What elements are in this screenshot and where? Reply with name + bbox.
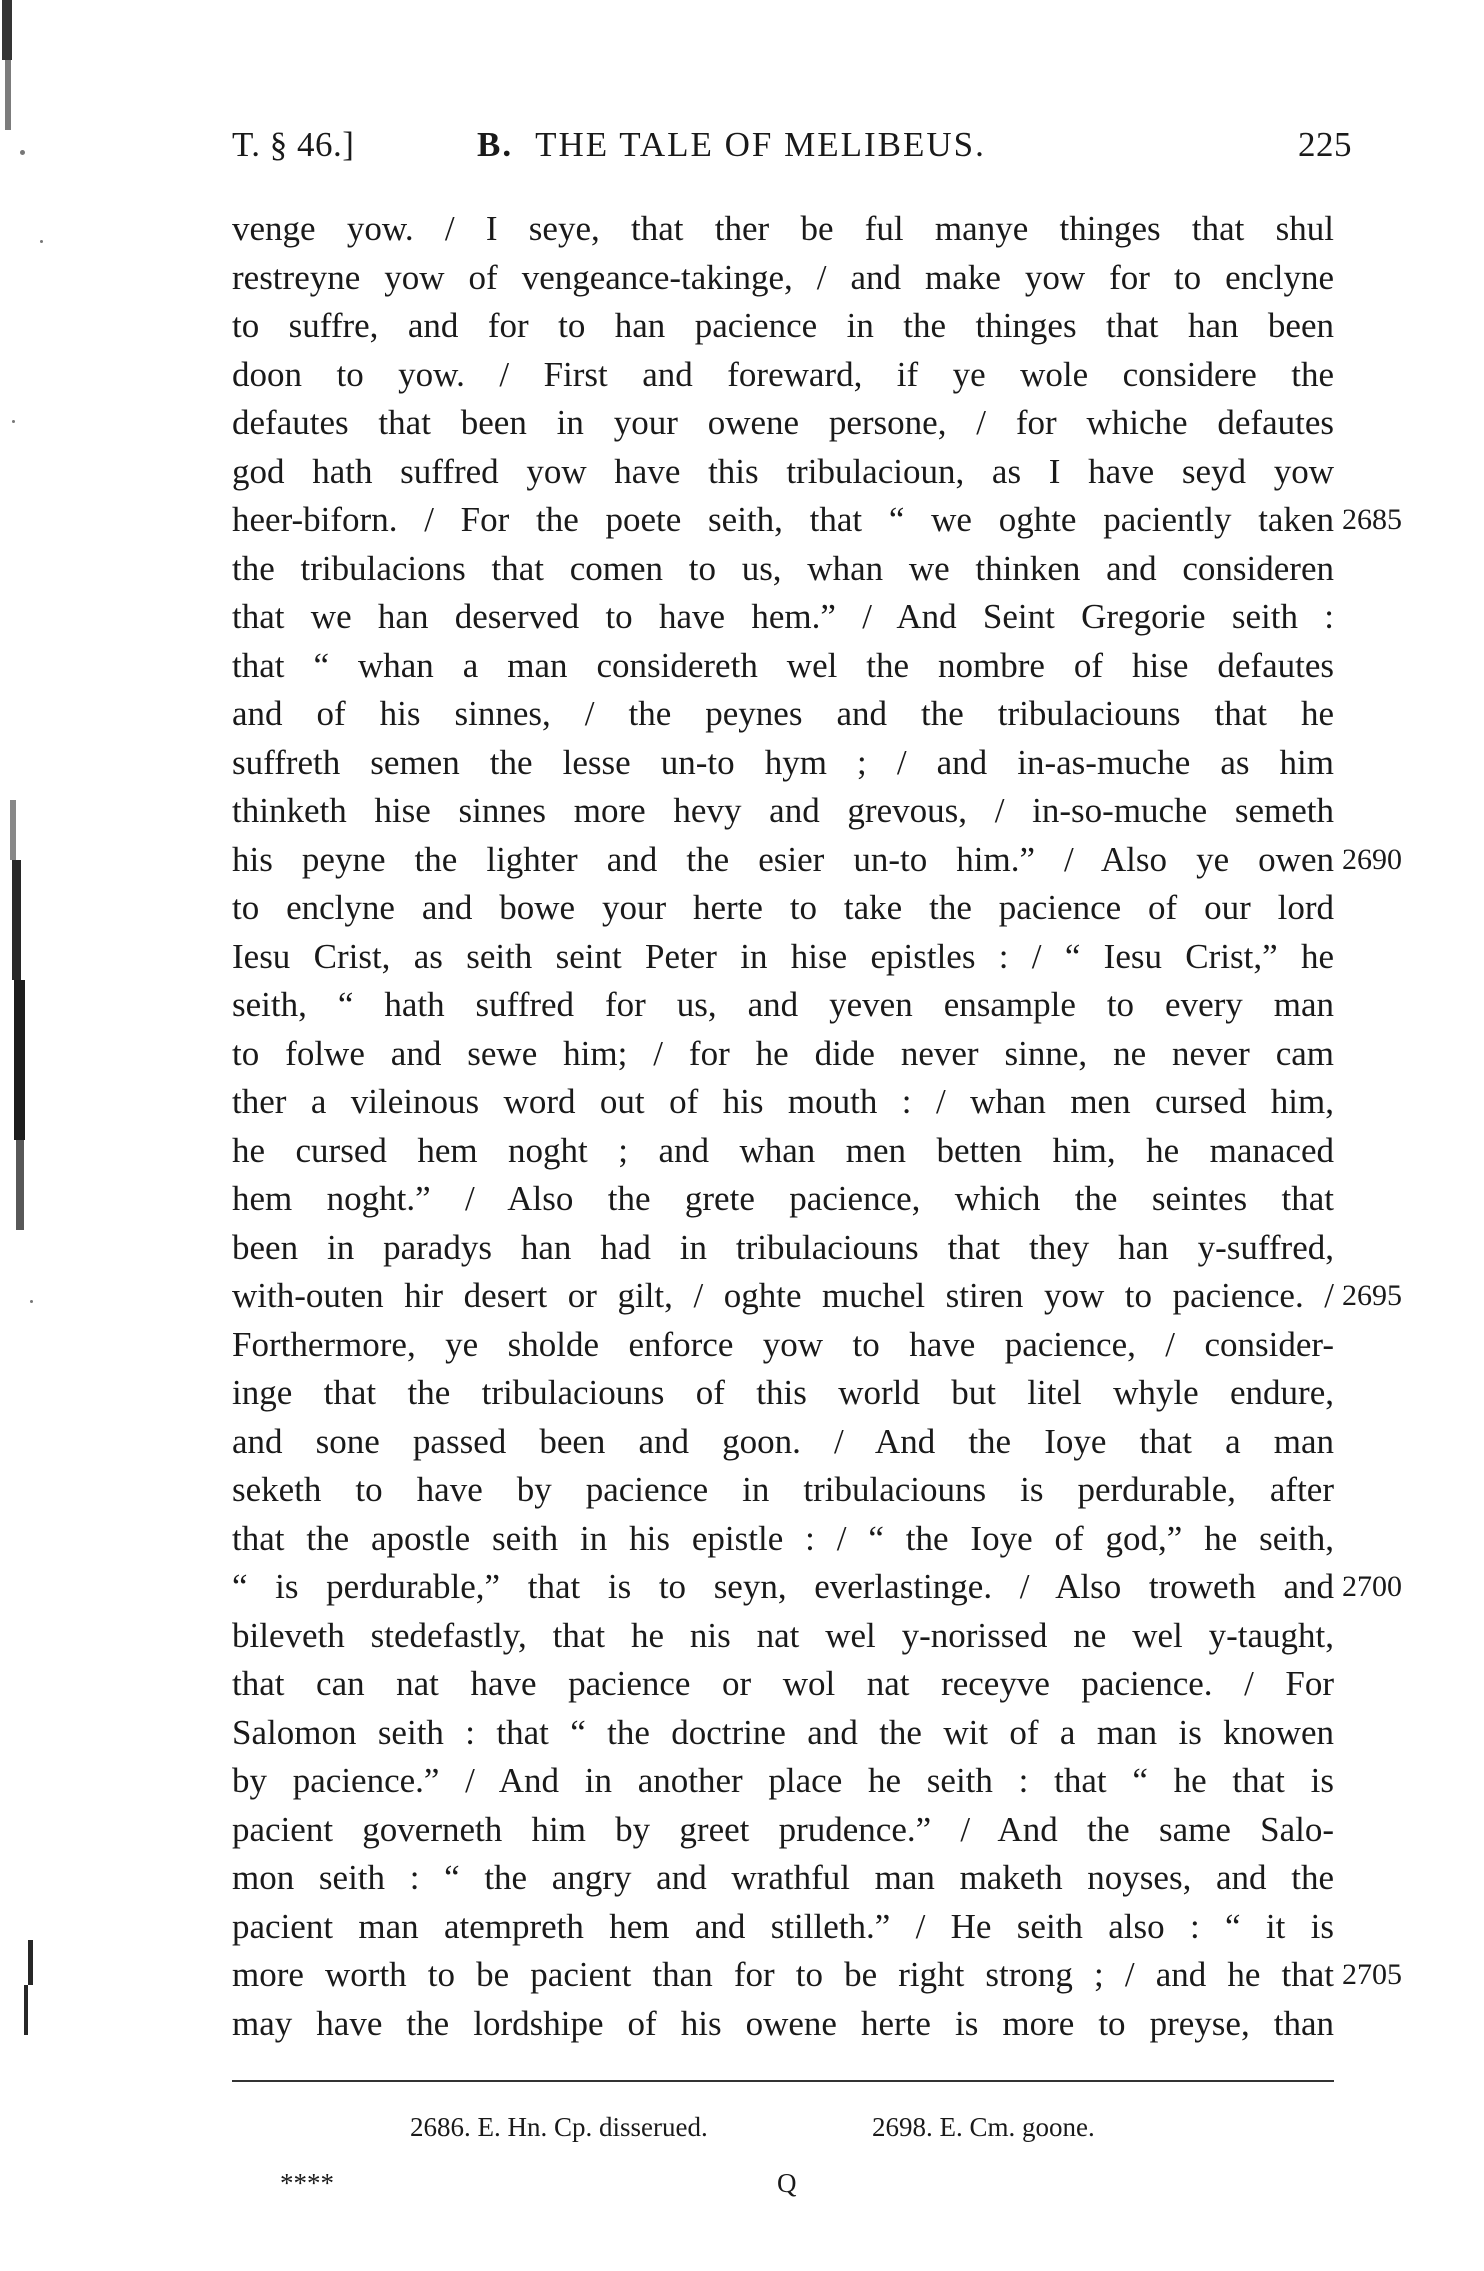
text-line: doon to yow. / First and foreward, if ye wole considere the: [232, 354, 1334, 394]
text-line: he cursed hem noght ; and whan men betten him, he manaced: [232, 1130, 1334, 1170]
text-line: restreyne yow of vengeance-takinge, / and make yow for to enclyne: [232, 257, 1334, 297]
footnotes: [232, 2112, 1334, 2152]
text-line: Forthermore, ye sholde enforce yow to have pacience, / consider-: [232, 1324, 1334, 1364]
footnote: 2686. E. Hn. Cp. disserued.: [410, 2112, 708, 2142]
text-line: by pacience.” / And in another place he seith : that “ he that is: [232, 1761, 1334, 1800]
section-reference: T. § 46.]: [232, 125, 355, 164]
text-line: the tribulacions that comen to us, whan we thinken and consideren: [232, 548, 1334, 588]
text-line: suffreth semen the lesse un-to hym ; / and in-as-muche as him: [232, 742, 1334, 782]
text-line: thinketh hise sinnes more hevy and grevous, / in-so-muche semeth: [232, 791, 1334, 830]
printer-mark: ****: [280, 2168, 334, 2198]
text-line: may have the lordshipe of his owene herte is more to preyse, than: [232, 2003, 1334, 2043]
text-line: pacient man atempreth hem and stilleth.” / He seith also : “ it is: [232, 1906, 1334, 1946]
text-line: god hath suffred yow have this tribulacioun, as I have seyd yow: [232, 451, 1334, 491]
text-line: Iesu Crist, as seith seint Peter in hise epistles : / “ Iesu Crist,” he: [232, 936, 1334, 976]
text-line: ther a vileinous word out of his mouth : / whan men cursed him,: [232, 1082, 1334, 1121]
text-line: that can nat have pacience or wol nat receyve pacience. / For: [232, 1664, 1334, 1703]
text-line: to enclyne and bowe your herte to take the pacience of our lord: [232, 888, 1334, 927]
text-line: venge yow. / I seye, that ther be ful manye thinges that shul: [232, 209, 1334, 248]
text-line: defautes that been in your owene persone, / for whiche defautes: [232, 403, 1334, 442]
text-line: and of his sinnes, / the peynes and the tribulaciouns that he: [232, 694, 1334, 733]
text-line: mon seith : “ the angry and wrathful man maketh noyses, and the: [232, 1858, 1334, 1897]
text-line: his peyne the lighter and the esier un-to him.” / Also ye owen 2690: [232, 836, 1334, 885]
line-number: 2705: [1342, 1958, 1402, 1991]
text-line: that “ whan a man considereth wel the nombre of hise defautes: [232, 645, 1334, 685]
group-letter: B.: [477, 125, 514, 164]
text-line: hem noght.” / Also the grete pacience, which the seintes that: [232, 1179, 1334, 1218]
text-line: bileveth stedefastly, that he nis nat wel y-norissed ne wel y-taught,: [232, 1615, 1334, 1655]
text-line: more worth to be pacient than for to be right strong ; / and he that 2705: [232, 1951, 1334, 2000]
text-line: heer-biforn. / For the poete seith, that “ we oghte paciently taken 2685: [232, 496, 1334, 545]
text-line: to suffre, and for to han pacience in the thinges that han been: [232, 306, 1334, 345]
text-line: and sone passed been and goon. / And the Ioye that a man: [232, 1421, 1334, 1461]
text-line: inge that the tribulaciouns of this world but litel whyle endure,: [232, 1373, 1334, 1412]
line-number: 2700: [1342, 1570, 1402, 1603]
text-line: pacient governeth him by greet prudence.” / And the same Salo-: [232, 1809, 1334, 1849]
line-number: 2695: [1342, 1279, 1402, 1312]
text-line: been in paradys han had in tribulaciouns that they han y-suffred,: [232, 1227, 1334, 1267]
text-line: that we han deserved to have hem.” / And Seint Gregorie seith :: [232, 597, 1334, 636]
page-number: 225: [1298, 125, 1352, 164]
tale-title: THE TALE OF MELIBEUS.: [535, 125, 986, 164]
text-line: to folwe and sewe him; / for he dide never sinne, ne never cam: [232, 1033, 1334, 1073]
running-header: [232, 125, 1352, 175]
scanned-binding-edge: [0, 0, 80, 2271]
signature-mark: Q: [777, 2168, 797, 2198]
text-line: “ is perdurable,” that is to seyn, everlastinge. / Also troweth and 2700: [232, 1563, 1334, 1612]
line-number: 2690: [1342, 842, 1402, 876]
text-line: Salomon seith : that “ the doctrine and the wit of a man is knowen: [232, 1712, 1334, 1752]
footnote-rule: [232, 2080, 1334, 2082]
line-number: 2685: [1342, 503, 1402, 536]
body-text: [232, 205, 1402, 2048]
text-line: with-outen hir desert or gilt, / oghte muchel stiren yow to pacience. / 2695: [232, 1272, 1334, 1321]
text-line: seketh to have by pacience in tribulaciouns is perdurable, after: [232, 1470, 1334, 1509]
page-footer: [232, 2168, 1334, 2208]
text-line: that the apostle seith in his epistle : / “ the Ioye of god,” he seith,: [232, 1518, 1334, 1558]
page-title: [477, 125, 986, 165]
footnote: 2698. E. Cm. goone.: [872, 2112, 1095, 2142]
text-line: seith, “ hath suffred for us, and yeven ensample to every man: [232, 985, 1334, 1024]
